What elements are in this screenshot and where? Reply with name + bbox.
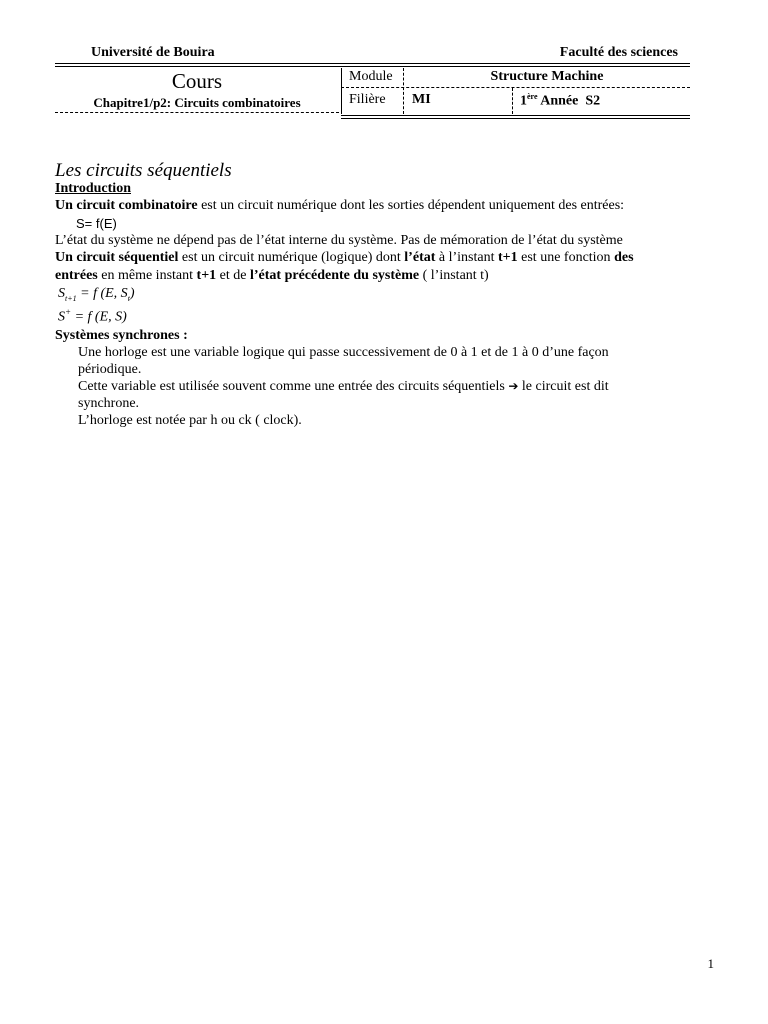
formula-s-fe: S= f(E) [76, 216, 117, 231]
table-bottom-rule [341, 115, 690, 116]
sync-line-1: Une horloge est une variable logique qui passe successivement de 0 à 1 et de 1 à 0 d’une façon [78, 345, 609, 360]
paragraph-combinational: Un circuit combinatoire est un circuit numérique dont les sorties dépendent uniquement des entrées: [55, 198, 625, 213]
equation-2: S+ = f (E, S) [58, 307, 127, 325]
course-title: Cours [171, 69, 223, 93]
year-value: 1ère Année S2 [520, 92, 601, 109]
chapter-underline [55, 112, 339, 113]
paragraph-state: L’état du système ne dépend pas de l’état interne du système. Pas de mémoration de l’état du système [55, 233, 623, 248]
module-label: Module [349, 69, 393, 84]
paragraph-sequential-cont: entrées en même instant t+1 et de l’état précédente du système ( l’instant t) [55, 268, 489, 283]
sync-heading: Systèmes synchrones : [55, 328, 188, 343]
sync-line-2: périodique. [78, 362, 142, 377]
chapter-title: Chapitre1/p2: Circuits combinatoires [93, 95, 301, 110]
header-rule-top [55, 63, 690, 64]
sync-line-5: L’horloge est notée par h ou ck ( clock). [78, 413, 302, 428]
module-value: Structure Machine [490, 69, 604, 84]
arrow-right-icon: ➔ [508, 379, 519, 393]
section-title: Les circuits séquentiels [55, 160, 232, 181]
university-name: Université de Bouira [91, 45, 215, 60]
table-divider-2 [512, 88, 513, 114]
header-rule-top-2 [55, 66, 690, 67]
page-number: 1 [707, 956, 714, 971]
intro-heading: Introduction [55, 181, 131, 196]
table-bottom-rule-2 [341, 118, 690, 119]
sync-line-4: synchrone. [78, 396, 140, 411]
filiere-label: Filière [349, 92, 386, 107]
equation-1: $S_{t+1} = f$ (E, $S_t$) [58, 286, 135, 303]
faculty-name: Faculté des sciences [559, 45, 678, 60]
paragraph-sequential: Un circuit séquentiel est un circuit numérique (logique) dont l’état à l’instant t+1 est une fonction des [55, 250, 634, 265]
table-row-divider [341, 87, 690, 88]
table-border-left [341, 68, 342, 114]
filiere-value: MI [412, 92, 431, 107]
sync-line-3: Cette variable est utilisée souvent comme une entrée des circuits séquentiels ➔ le circuit est dit [78, 379, 609, 394]
